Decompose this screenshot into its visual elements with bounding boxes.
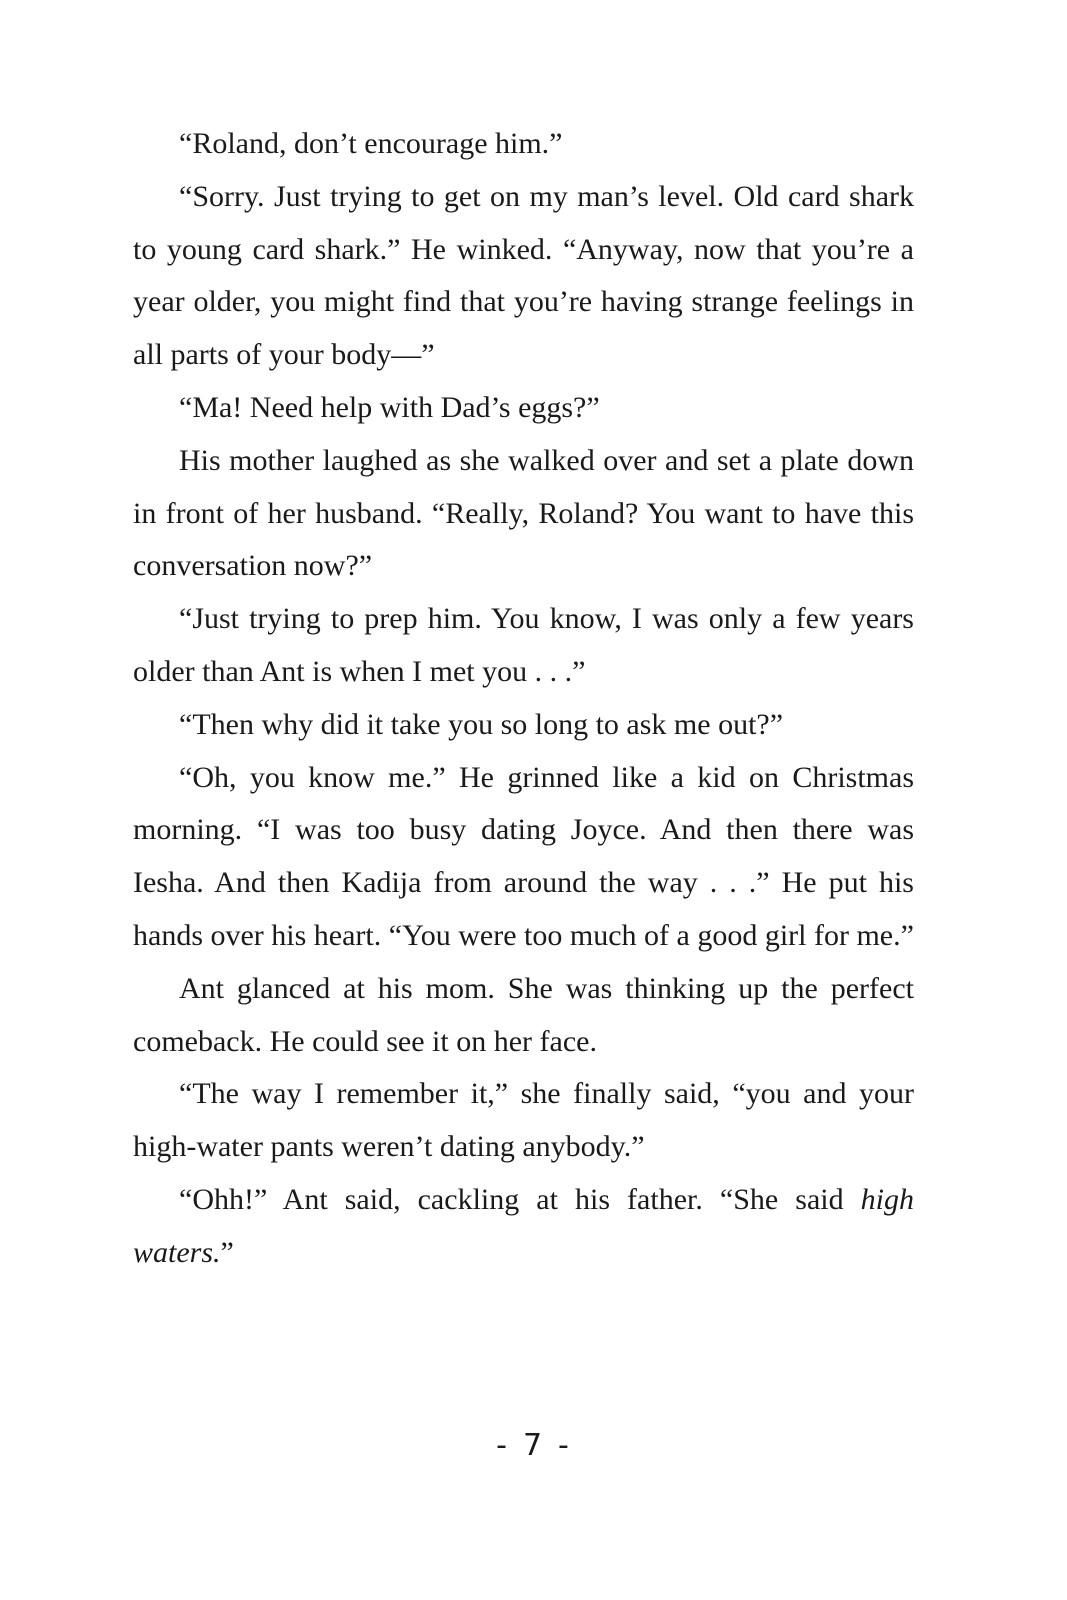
paragraph-10-close-quote: ” bbox=[220, 1235, 234, 1269]
paragraph-7: “Oh, you know me.” He grinned like a kid on Christmas morning. “I was too busy dating Joyce. And then there was Iesha. And then Kadija from around the way . . .” He put his hands over his heart. “You were too much of a good girl for me.” bbox=[133, 760, 914, 952]
paragraph-9: “The way I remember it,” she finally said, “you and your high-water pants weren’t dating anybody.” bbox=[133, 1077, 914, 1164]
page-number-value: 7 bbox=[522, 1428, 545, 1463]
paragraph-2: “Sorry. Just trying to get on my man’s level. Old card shark to young card shark.” He winked. “Anyway, now that you’re a year older, you might find that you’re having strange feelings in all parts of your body—” bbox=[133, 179, 914, 372]
paragraph-10 bbox=[133, 1174, 914, 1280]
paragraph-3: “Ma! Need help with Dad’s eggs?” bbox=[179, 390, 600, 424]
page-number-left-dash: - bbox=[496, 1428, 509, 1463]
page-number bbox=[0, 1428, 1067, 1463]
paragraph-5: “Just trying to prep him. You know, I was only a few years older than Ant is when I met you . . .” bbox=[133, 602, 914, 688]
paragraph-8: Ant glanced at his mom. She was thinking up the perfect comeback. He could see it on her face. bbox=[133, 971, 914, 1058]
paragraph-4: His mother laughed as she walked over and set a plate down in front of her husband. “Really, Roland? You want to have this conversation now?” bbox=[133, 443, 914, 583]
page-number-right-dash: - bbox=[558, 1428, 571, 1463]
paragraph-6: “Then why did it take you so long to ask me out?” bbox=[179, 707, 784, 741]
body-text bbox=[133, 118, 914, 1280]
paragraph-10-emphasis: high waters. bbox=[133, 1182, 914, 1269]
paragraph-1: “Roland, don’t encourage him.” bbox=[179, 127, 563, 160]
paragraph-10-text: “Ohh!” Ant said, cackling at his father. “She said bbox=[179, 1182, 861, 1216]
